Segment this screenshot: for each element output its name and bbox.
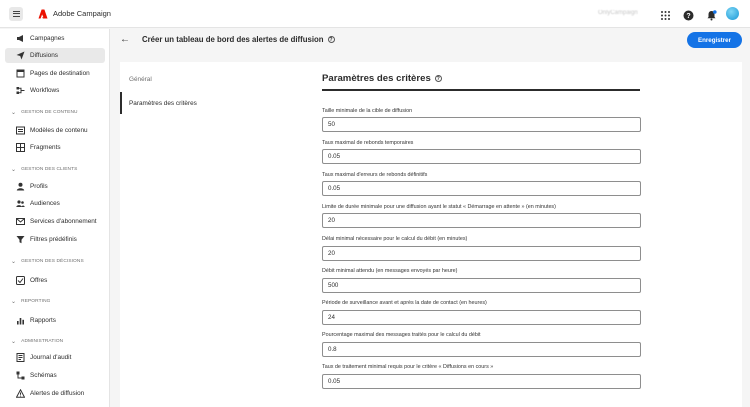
field-label: Taux de traitement minimal requis pour le critère « Diffusions en cours » xyxy=(322,364,494,370)
sidebar-item-label: Schémas xyxy=(30,372,57,379)
field-label: Taux maximal d'erreurs de rebonds définitifs xyxy=(322,172,428,178)
start-pending-duration-field[interactable] xyxy=(322,213,641,228)
min-target-size-field[interactable] xyxy=(322,117,641,132)
send-icon xyxy=(16,51,25,60)
app-name: Adobe Campaign xyxy=(53,9,111,18)
sidebar-item-label: Workflows xyxy=(30,87,60,94)
sidebar-item-filtres-predefinis[interactable] xyxy=(5,232,105,247)
section-gestion-de-contenu[interactable]: ⌄ GESTION DE CONTENU xyxy=(11,110,78,116)
sidebar-item-label: Audiences xyxy=(30,200,60,207)
info-icon[interactable]: ? xyxy=(436,75,440,82)
page-icon xyxy=(16,69,25,78)
sidebar-item-services-abonnement[interactable] xyxy=(5,214,105,229)
sidebar-item-rapports[interactable] xyxy=(5,313,105,328)
chart-icon xyxy=(16,316,25,325)
help-icon[interactable] xyxy=(683,8,694,19)
sidebar-item-label: Fragments xyxy=(30,144,61,151)
sidebar-item-label: Filtres prédéfinis xyxy=(30,236,77,243)
section-reporting[interactable]: ⌄ REPORTING xyxy=(11,299,51,305)
sidebar-item-label: Alertes de diffusion xyxy=(30,390,85,397)
menu-icon[interactable] xyxy=(9,7,23,21)
chevron-down-icon: ⌄ xyxy=(11,299,17,305)
max-soft-bounce-rate-field[interactable] xyxy=(322,149,641,164)
tab-general[interactable]: Général xyxy=(129,76,152,83)
sidebar-item-profils[interactable] xyxy=(5,179,105,194)
field-label: Débit minimal attendu (en messages envoyés par heure) xyxy=(322,268,458,274)
user-avatar[interactable] xyxy=(726,7,739,20)
sidebar-item-campagnes[interactable] xyxy=(5,31,105,46)
chevron-down-icon: ⌄ xyxy=(11,259,17,265)
alert-icon xyxy=(16,389,25,398)
offer-icon xyxy=(16,276,25,285)
section-administration[interactable]: ⌄ ADMINISTRATION xyxy=(11,339,64,345)
throughput-delay-field[interactable] xyxy=(322,246,641,261)
template-icon xyxy=(16,126,25,135)
notification-bell-icon[interactable] xyxy=(706,8,717,19)
sidebar-item-workflows[interactable] xyxy=(5,83,105,98)
chevron-down-icon: ⌄ xyxy=(11,339,17,345)
filter-icon xyxy=(16,235,25,244)
sidebar-item-fragments[interactable] xyxy=(5,140,105,155)
sidebar-item-label: Offres xyxy=(30,277,48,284)
field-label: Délai minimal nécessaire pour le calcul du débit (en minutes) xyxy=(322,236,468,242)
sidebar-item-pages-de-destination[interactable] xyxy=(5,66,105,81)
tab-parametres-des-criteres[interactable]: Paramètres des critères xyxy=(129,100,197,107)
user-icon xyxy=(16,182,25,191)
back-arrow-icon[interactable]: ← xyxy=(120,34,130,45)
sidebar-item-label: Modèles de contenu xyxy=(30,127,88,134)
sidebar-item-label: Services d'abonnement xyxy=(30,218,97,225)
megaphone-icon xyxy=(16,34,25,43)
page-title: Créer un tableau de bord des alertes de diffusion ? xyxy=(142,35,333,44)
sidebar-item-label: Profils xyxy=(30,183,48,190)
section-title: Paramètres des critères ? xyxy=(322,73,440,84)
max-hard-bounce-rate-field[interactable] xyxy=(322,181,641,196)
org-switcher[interactable]: OnlyCampaign xyxy=(598,10,638,16)
subscription-icon xyxy=(16,217,25,226)
sidebar-item-label: Campagnes xyxy=(30,35,65,42)
section-gestion-des-decisions[interactable]: ⌄ GESTION DES DÉCISIONS xyxy=(11,259,84,265)
audience-icon xyxy=(16,199,25,208)
save-button[interactable]: Enregistrer xyxy=(687,32,742,48)
fragment-icon xyxy=(16,143,25,152)
audit-icon xyxy=(16,353,25,362)
sidebar-item-alertes-de-diffusion[interactable] xyxy=(5,386,105,401)
sidebar-item-label: Rapports xyxy=(30,317,56,324)
active-tab-indicator xyxy=(120,92,122,114)
info-icon[interactable]: ? xyxy=(329,36,333,43)
apps-grid-icon[interactable] xyxy=(660,8,671,19)
section-divider xyxy=(322,89,640,91)
sidebar-item-journal-audit[interactable] xyxy=(5,350,105,365)
chevron-down-icon: ⌄ xyxy=(11,167,17,173)
sidebar-item-label: Journal d'audit xyxy=(30,354,72,361)
field-label: Limite de durée minimale pour une diffusion ayant le statut « Démarrage en attente » (en minutes) xyxy=(322,204,556,210)
sidebar-item-label: Diffusions xyxy=(30,52,58,59)
sidebar-item-label: Pages de destination xyxy=(30,70,90,77)
sidebar-item-modeles-de-contenu[interactable] xyxy=(5,123,105,138)
sidebar-item-schemas[interactable] xyxy=(5,368,105,383)
field-label: Taux maximal de rebonds temporaires xyxy=(322,140,414,146)
form-panel xyxy=(120,62,742,407)
field-label: Taille minimale de la cible de diffusion xyxy=(322,108,413,114)
schema-icon xyxy=(16,371,25,380)
svg-text:?: ? xyxy=(686,13,691,20)
tab-list xyxy=(120,62,298,407)
sidebar-item-diffusions[interactable] xyxy=(5,48,105,63)
field-label: Pourcentage maximal des messages traités pour le calcul du débit xyxy=(322,332,481,338)
section-gestion-des-clients[interactable]: ⌄ GESTION DES CLIENTS xyxy=(11,167,78,173)
sidebar-item-offres[interactable] xyxy=(5,273,105,288)
sidebar-item-audiences[interactable] xyxy=(5,196,105,211)
field-label: Période de surveillance avant et après la date de contact (en heures) xyxy=(322,300,487,306)
sidebar xyxy=(0,29,110,407)
workflow-icon xyxy=(16,86,25,95)
adobe-logo-icon xyxy=(38,9,48,19)
max-processed-percent-field[interactable] xyxy=(322,342,641,357)
chevron-down-icon: ⌄ xyxy=(11,110,17,116)
min-throughput-field[interactable] xyxy=(322,278,641,293)
min-processing-rate-field[interactable] xyxy=(322,374,641,389)
monitoring-period-field[interactable] xyxy=(322,310,641,325)
